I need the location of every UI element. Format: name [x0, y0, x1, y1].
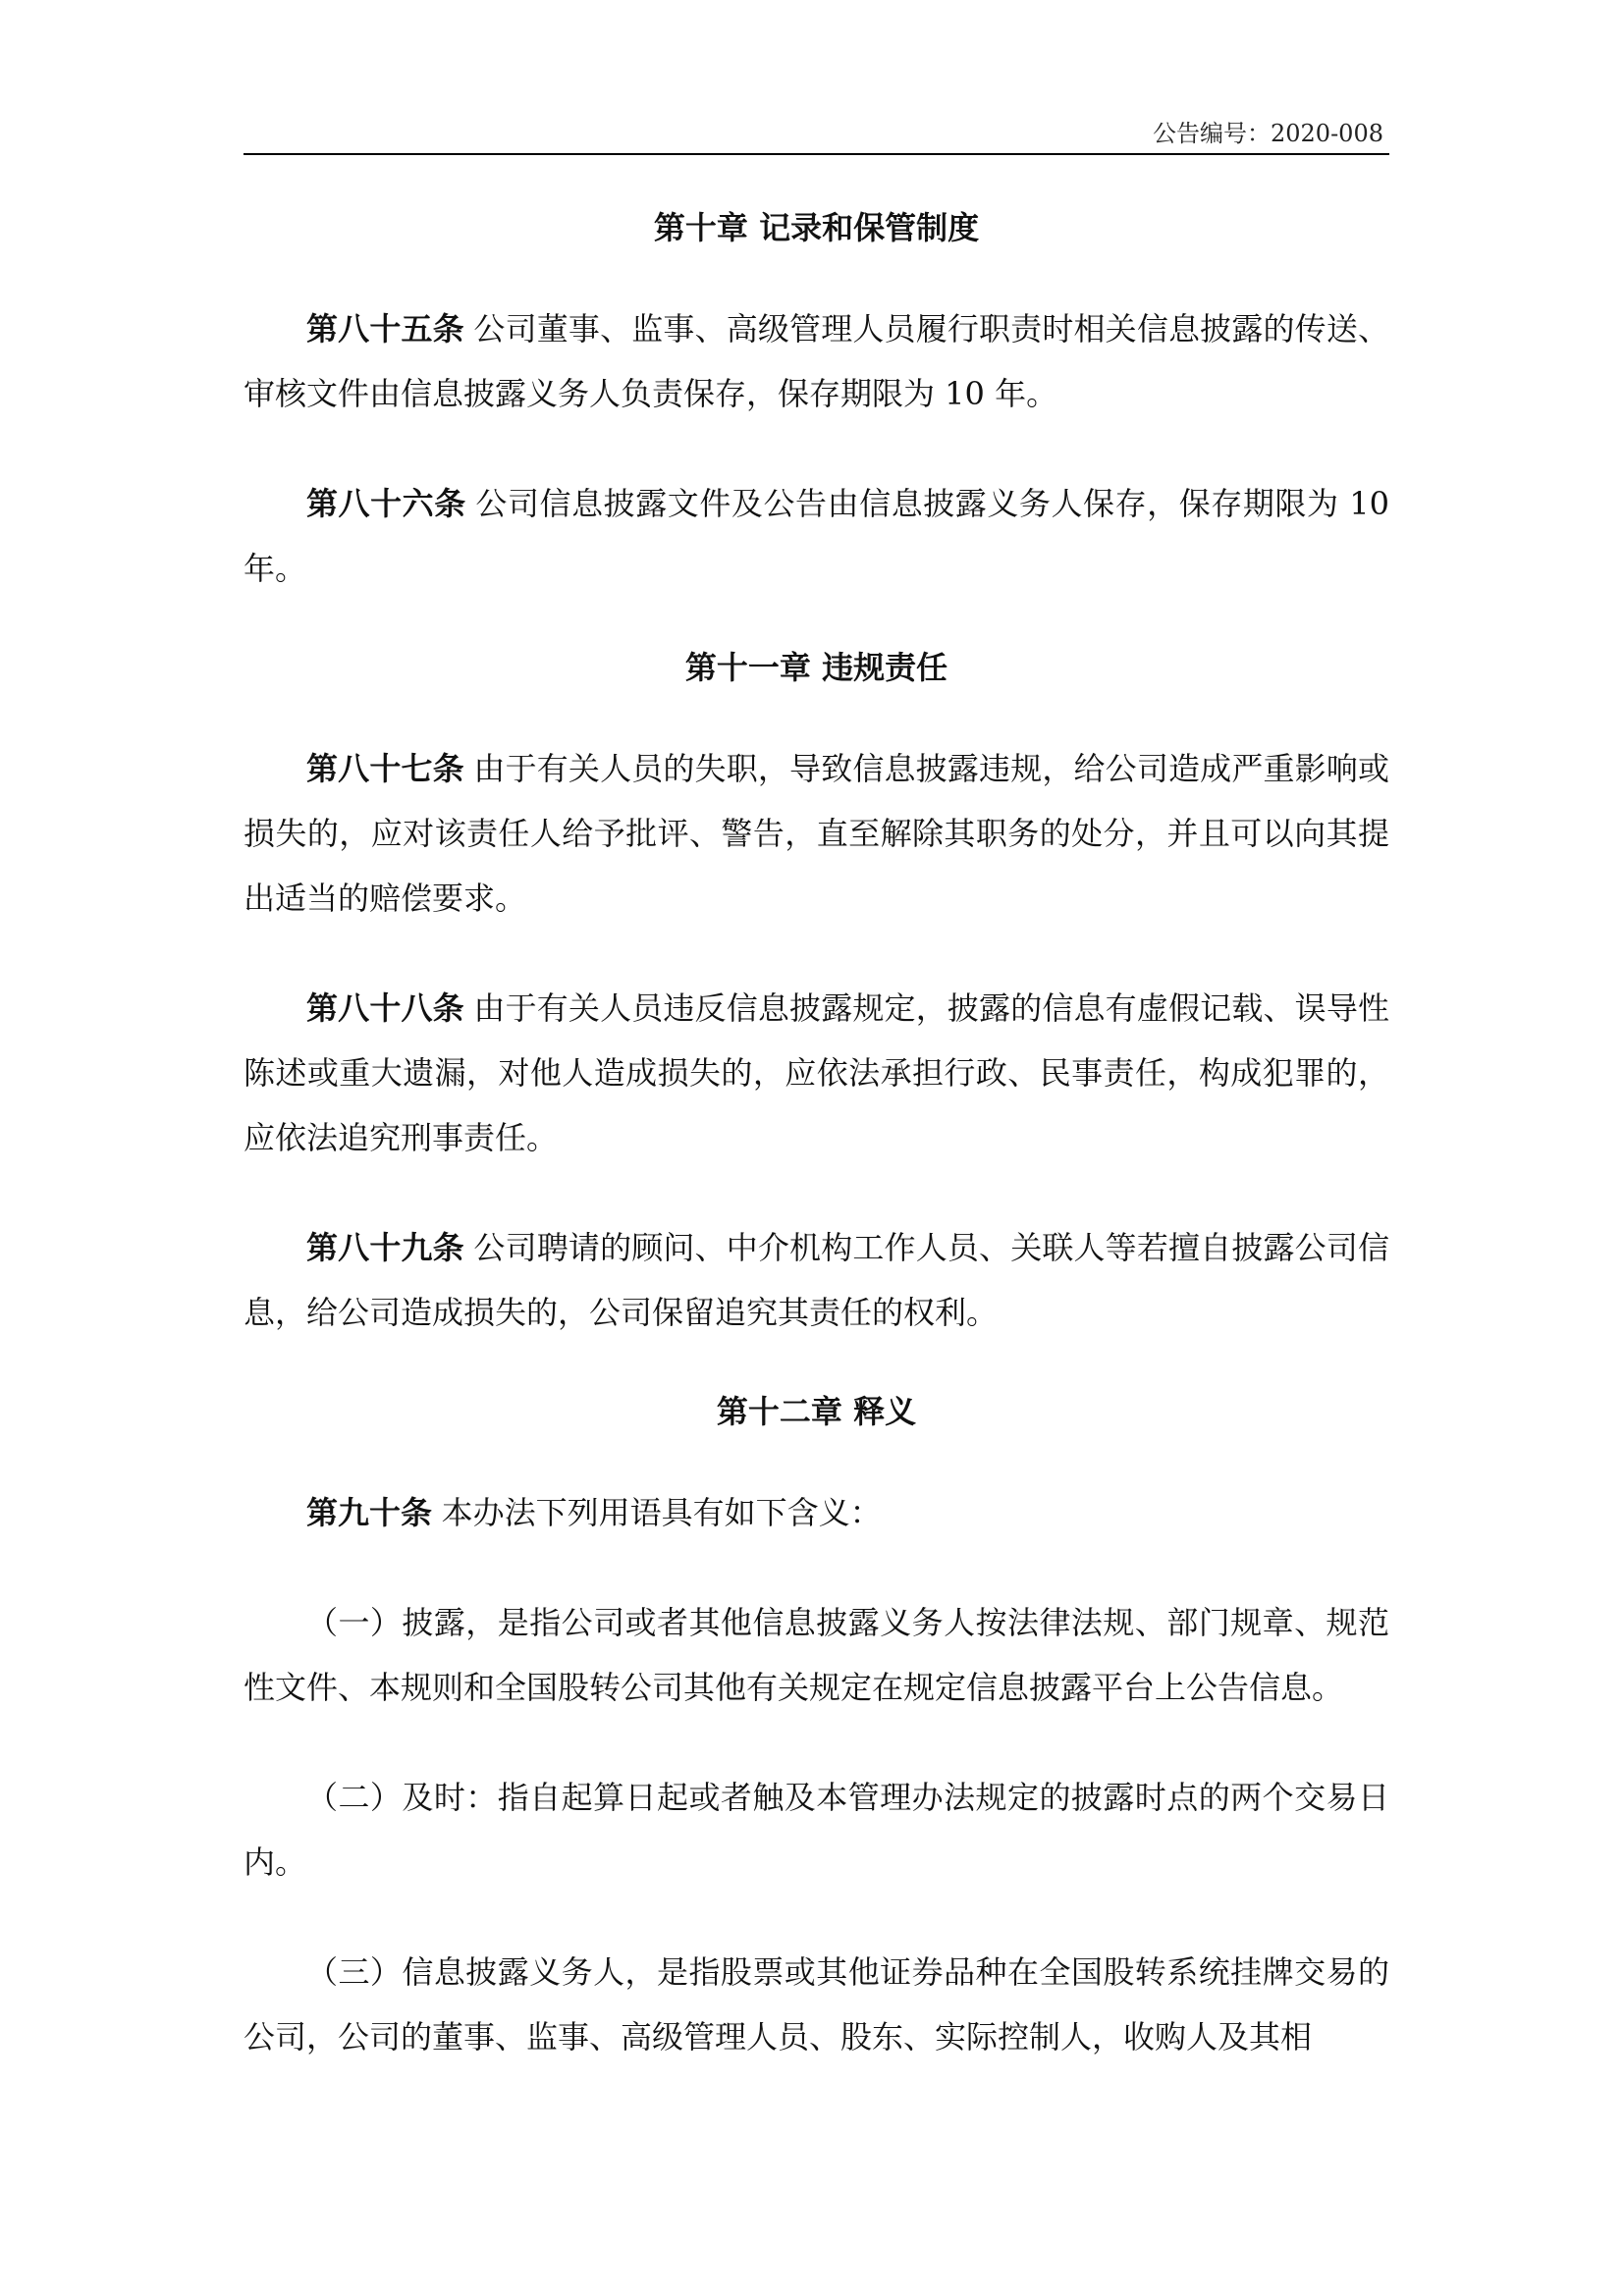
article-89: [244, 1215, 1389, 1345]
chapter-12-title: 第十二章 释义: [716, 1393, 917, 1430]
announcement-number: 公告编号：2020-008: [1153, 120, 1383, 147]
article-90: [244, 1480, 1389, 1545]
article-86-text: 公司信息披露文件及公告由信息披露义务人保存，保存期限为 10 年。: [244, 485, 1389, 587]
article-88-text: 由于有关人员违反信息披露规定，披露的信息有虚假记载、误导性陈述或重大遗漏，对他人造成损失的，应依法承担行政、民事责任，构成犯罪的，应依法追究刑事责任。: [244, 989, 1389, 1156]
article-87-label: 第八十七条: [306, 750, 464, 787]
chapter-11-title: 第十一章 违规责任: [684, 649, 948, 686]
article-85-text: 公司董事、监事、高级管理人员履行职责时相关信息披露的传送、审核文件由信息披露义务人负责保存，保存期限为 10 年。: [244, 310, 1389, 412]
article-90-label: 第九十条: [306, 1494, 433, 1531]
article-90-text: 本办法下列用语具有如下含义：: [441, 1494, 882, 1531]
definition-item-3: （三）信息披露义务人，是指股票或其他证券品种在全国股转系统挂牌交易的公司，公司的董事、监事、高级管理人员、股东、实际控制人，收购人及其相: [244, 1953, 1389, 2056]
article-85-label: 第八十五条: [306, 310, 464, 347]
article-88-label: 第八十八条: [306, 989, 464, 1027]
chapter-10-title: 第十章 记录和保管制度: [653, 209, 980, 246]
article-89-text: 公司聘请的顾问、中介机构工作人员、关联人等若擅自披露公司信息，给公司造成损失的，公司保留追究其责任的权利。: [244, 1229, 1389, 1331]
page-header: [244, 116, 1389, 155]
article-88: [244, 976, 1389, 1170]
definition-item-2: （二）及时：指自起算日起或者触及本管理办法规定的披露时点的两个交易日内。: [244, 1779, 1389, 1881]
article-87: [244, 736, 1389, 931]
article-85: [244, 296, 1389, 426]
document-body: [244, 206, 1389, 2114]
article-87-text: 由于有关人员的失职，导致信息披露违规，给公司造成严重影响或损失的，应对该责任人给予批评、警告，直至解除其职务的处分，并且可以向其提出适当的赔偿要求。: [244, 750, 1389, 917]
definition-item-1: （一）披露，是指公司或者其他信息披露义务人按法律法规、部门规章、规范性文件、本规则和全国股转公司其他有关规定在规定信息披露平台上公告信息。: [244, 1604, 1389, 1706]
article-89-label: 第八十九条: [306, 1229, 464, 1266]
article-86-label: 第八十六条: [306, 485, 466, 522]
article-86: [244, 471, 1389, 601]
